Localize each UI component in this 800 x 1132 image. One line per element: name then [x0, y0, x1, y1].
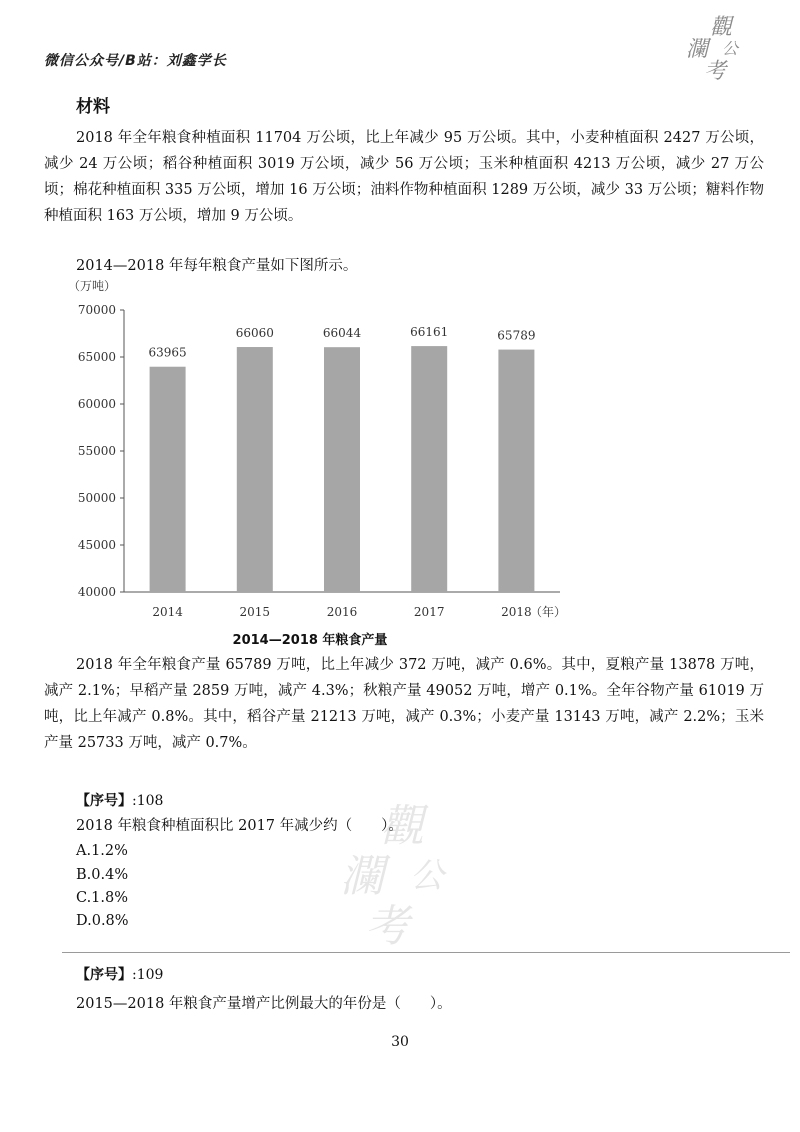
- y-tick-label: 45000: [77, 538, 116, 552]
- logo-char-1: 觀: [710, 15, 733, 40]
- question-label-text: 【序号】: [76, 793, 132, 809]
- x-tick-label: 2015: [239, 605, 271, 619]
- option-d[interactable]: D.0.8%: [76, 913, 129, 929]
- chart-intro: 2014—2018 年每年粮食产量如下图所示。: [76, 258, 358, 274]
- logo-char-3: 公: [722, 39, 739, 58]
- question-109-label: [76, 964, 163, 984]
- logo-char-4: 考: [704, 59, 727, 84]
- bar-value-label: 63965: [148, 345, 187, 360]
- material-paragraph-1: 2018 年全年粮食种植面积 11704 万公顷，比上年减少 95 万公顷。其中，小麦种植面积 2427 万公顷，减少 24 万公顷；稻谷种植面积 3019 万公顷，减少 56 万公顷；玉米种植面积 4213 万公顷，减少 27 万公顷；棉花种植面积 335 万公顷，增加 16 万公顷；油料作物种植面积 1289 万公顷，减少 33 万公顷；糖料作物种植面积 163 万公顷，增加 9 万公顷。: [44, 130, 764, 224]
- x-tick-label: 2018: [501, 605, 532, 619]
- question-number: :109: [132, 967, 164, 983]
- bar-2015: [237, 347, 273, 592]
- y-tick-label: 55000: [77, 444, 116, 458]
- material-paragraph-2: 2018 年全年粮食产量 65789 万吨，比上年减少 372 万吨，减产 0.6%。其中，夏粮产量 13878 万吨，减产 2.1%；早稻产量 2859 万吨，减产 4.3%；秋粮产量 49052 万吨，增产 0.1%。全年谷物产量 61019 万吨，比上年减产 0.8%。其中，稻谷产量 21213 万吨，减产 0.3%；小麦产量 13143 万吨，减产 2.2%；玉米产量 25733 万吨，减产 0.7%。: [44, 657, 764, 751]
- header-source: 微信公众号/B站：刘鑫学长: [44, 53, 227, 69]
- option-c[interactable]: C.1.8%: [76, 890, 129, 906]
- page-number: 30: [391, 1034, 409, 1050]
- question-109-text: 2015—2018 年粮食产量增产比例最大的年份是（ ）。: [76, 996, 452, 1012]
- watermark-char-3: 公: [410, 856, 444, 896]
- guanlan-logo: [680, 10, 760, 84]
- x-axis-unit: （年）: [530, 605, 567, 619]
- question-number: :108: [132, 793, 164, 809]
- question-108-label: [76, 790, 163, 810]
- watermark-char-2: 瀾: [340, 851, 384, 902]
- option-b[interactable]: B.0.4%: [76, 867, 129, 883]
- chart-title: 2014—2018 年粮食产量: [232, 633, 388, 648]
- question-label-text: 【序号】: [76, 967, 132, 983]
- question-108-text: 2018 年粮食种植面积比 2017 年减少约（ ）。: [76, 818, 403, 834]
- watermark-char-4: 考: [365, 901, 409, 952]
- y-tick-label: 65000: [77, 350, 116, 364]
- watermark-char-1: 觀: [380, 801, 424, 852]
- y-tick-label: 40000: [77, 585, 116, 599]
- x-tick-label: 2016: [326, 605, 358, 619]
- bar-value-label: 65789: [497, 328, 536, 343]
- option-a[interactable]: A.1.2%: [76, 843, 128, 859]
- y-tick-label: 60000: [77, 397, 116, 411]
- bar-value-label: 66161: [410, 325, 449, 340]
- bar-2018: [498, 350, 534, 592]
- bars: [149, 325, 536, 619]
- bar-chart-svg: [60, 272, 620, 652]
- question-divider: [62, 952, 790, 953]
- y-axis-label: （万吨）: [68, 279, 117, 293]
- y-tick-label: 70000: [77, 303, 116, 317]
- x-tick-label: 2017: [413, 605, 445, 619]
- bar-2017: [411, 346, 447, 592]
- x-tick-label: 2014: [152, 605, 183, 619]
- bar-2014: [150, 367, 186, 592]
- bar-value-label: 66044: [322, 326, 362, 341]
- y-ticks: [78, 303, 124, 599]
- y-tick-label: 50000: [77, 491, 116, 505]
- section-title: 材料: [76, 97, 110, 117]
- grain-output-chart: [60, 272, 620, 652]
- bar-2016: [324, 347, 360, 592]
- logo-char-2: 瀾: [686, 37, 709, 62]
- bar-value-label: 66060: [235, 326, 274, 341]
